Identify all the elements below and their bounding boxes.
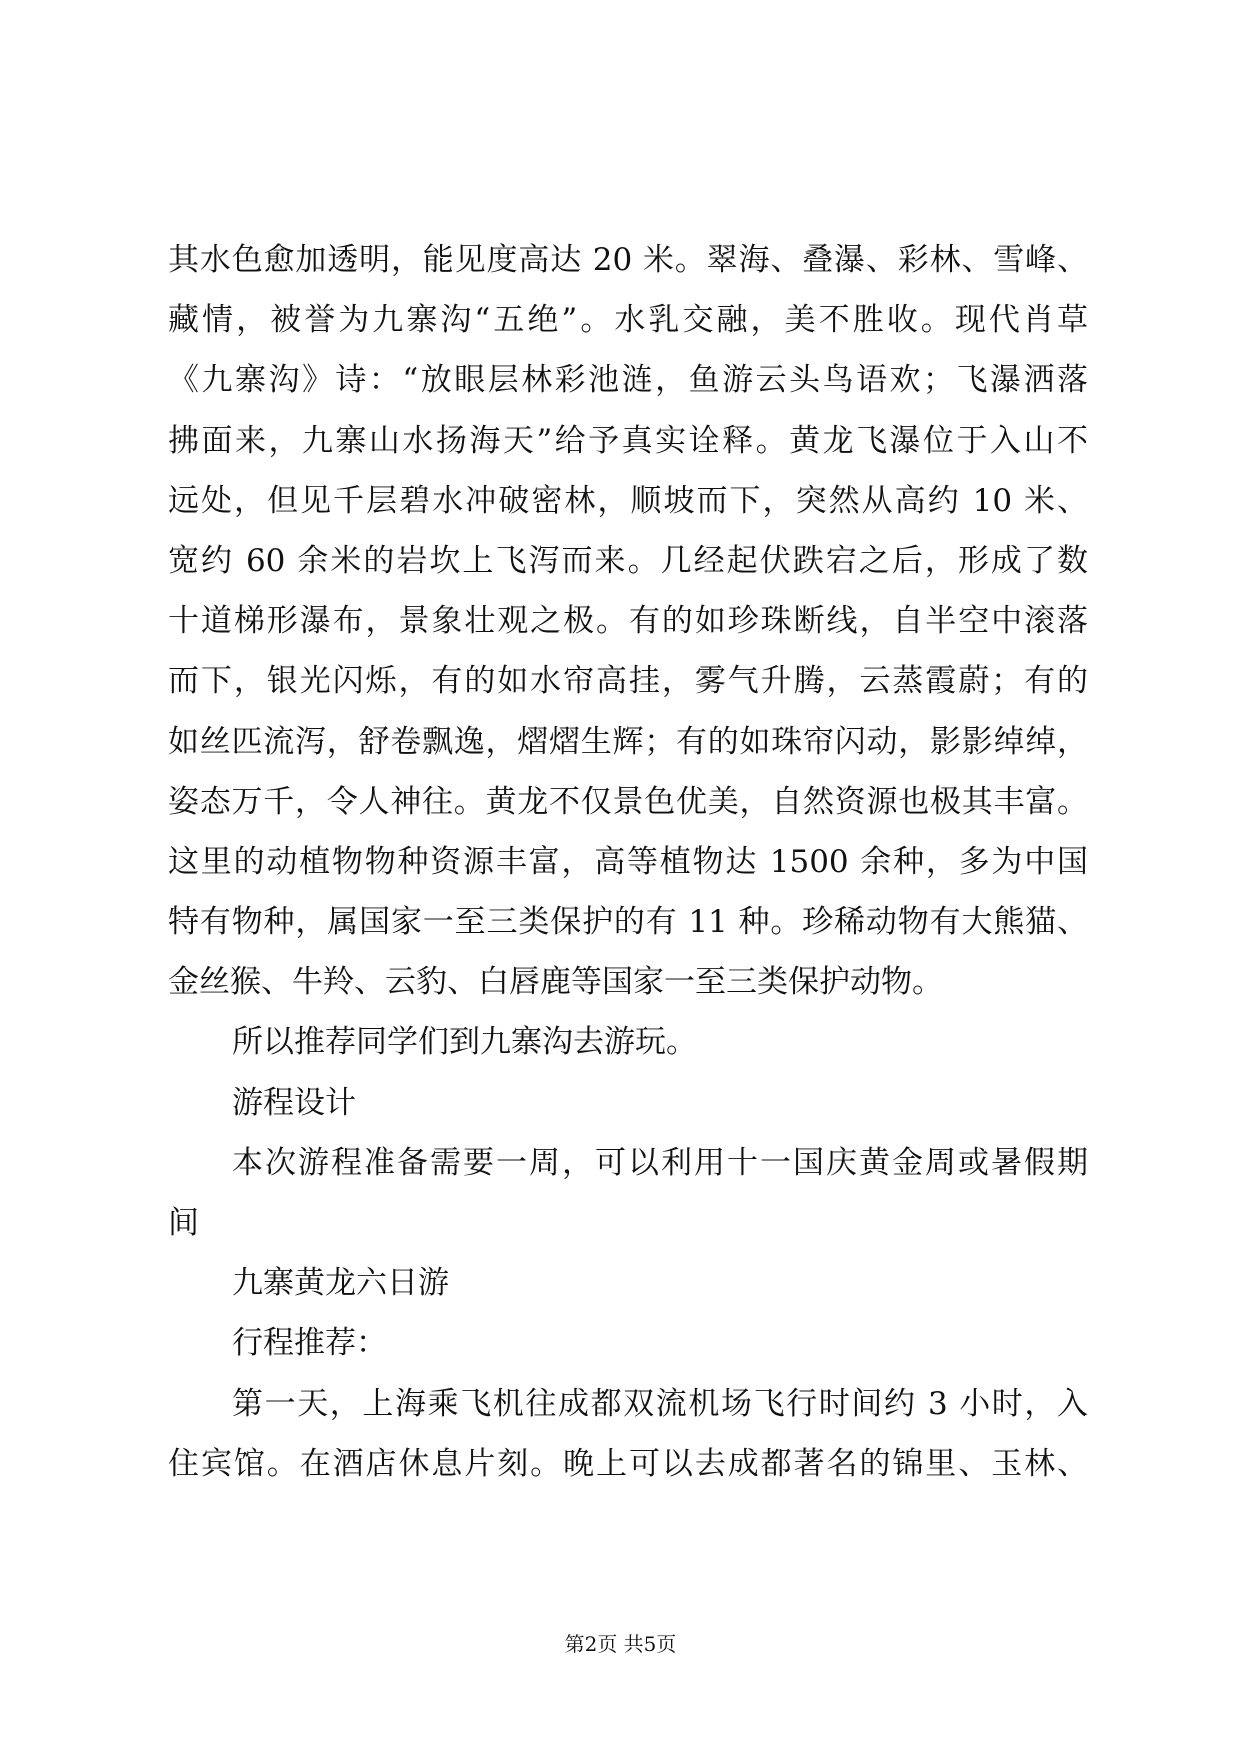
text-line: 宽约 60 余米的岩坎上飞泻而来。几经起伏跌宕之后，形成了数	[168, 542, 1088, 579]
text-line: 如丝匹流泻，舒卷飘逸，熠熠生辉；有的如珠帘闪动，影影绰绰，	[168, 723, 1088, 760]
text-line: 本次游程准备需要一周，可以利用十一国庆黄金周或暑假期	[232, 1144, 1088, 1181]
text-line: 拂面来，九寨山水扬海天”给予真实诠释。黄龙飞瀑位于入山不	[168, 422, 1088, 459]
text-line: 间	[168, 1205, 199, 1241]
text-line: 其水色愈加透明，能见度高达 20 米。翠海、叠瀑、彩林、雪峰、	[168, 242, 1088, 278]
text-line: 《九寨沟》诗：“放眼层林彩池涟，鱼游云头鸟语欢；飞瀑洒落	[168, 362, 1088, 399]
text-line: 这里的动植物物种资源丰富，高等植物达 1500 余种，多为中国	[168, 843, 1088, 880]
text-line: 十道梯形瀑布，景象壮观之极。有的如珍珠断线，自半空中滚落	[168, 603, 1088, 640]
text-line: 而下，银光闪烁，有的如水帘高挂，雾气升腾，云蒸霞蔚；有的	[168, 663, 1088, 700]
text-line: 行程推荐：	[232, 1325, 387, 1362]
text-line: 游程设计	[232, 1084, 356, 1121]
text-line: 特有物种，属国家一至三类保护的有 11 种。珍稀动物有大熊猫、	[168, 904, 1088, 941]
text-line: 藏情，被誉为九寨沟“五绝”。水乳交融，美不胜收。现代肖草	[168, 302, 1088, 339]
text-line: 金丝猴、牛羚、云豹、白唇鹿等国家一至三类保护动物。	[168, 964, 943, 1001]
page-footer: 第2页 共5页	[564, 1632, 677, 1656]
document-body	[168, 230, 1088, 1494]
text-line: 住宾馆。在酒店休息片刻。晚上可以去成都著名的锦里、玉林、	[168, 1445, 1088, 1482]
text-line: 第一天，上海乘飞机往成都双流机场飞行时间约 3 小时，入	[232, 1385, 1088, 1422]
text-line: 远处，但见千层碧水冲破密林，顺坡而下，突然从高约 10 米、	[168, 482, 1088, 519]
text-line: 姿态万千，令人神往。黄龙不仅景色优美，自然资源也极其丰富。	[168, 783, 1088, 820]
text-line: 所以推荐同学们到九寨沟去游玩。	[232, 1024, 697, 1061]
text-line: 九寨黄龙六日游	[232, 1265, 449, 1302]
